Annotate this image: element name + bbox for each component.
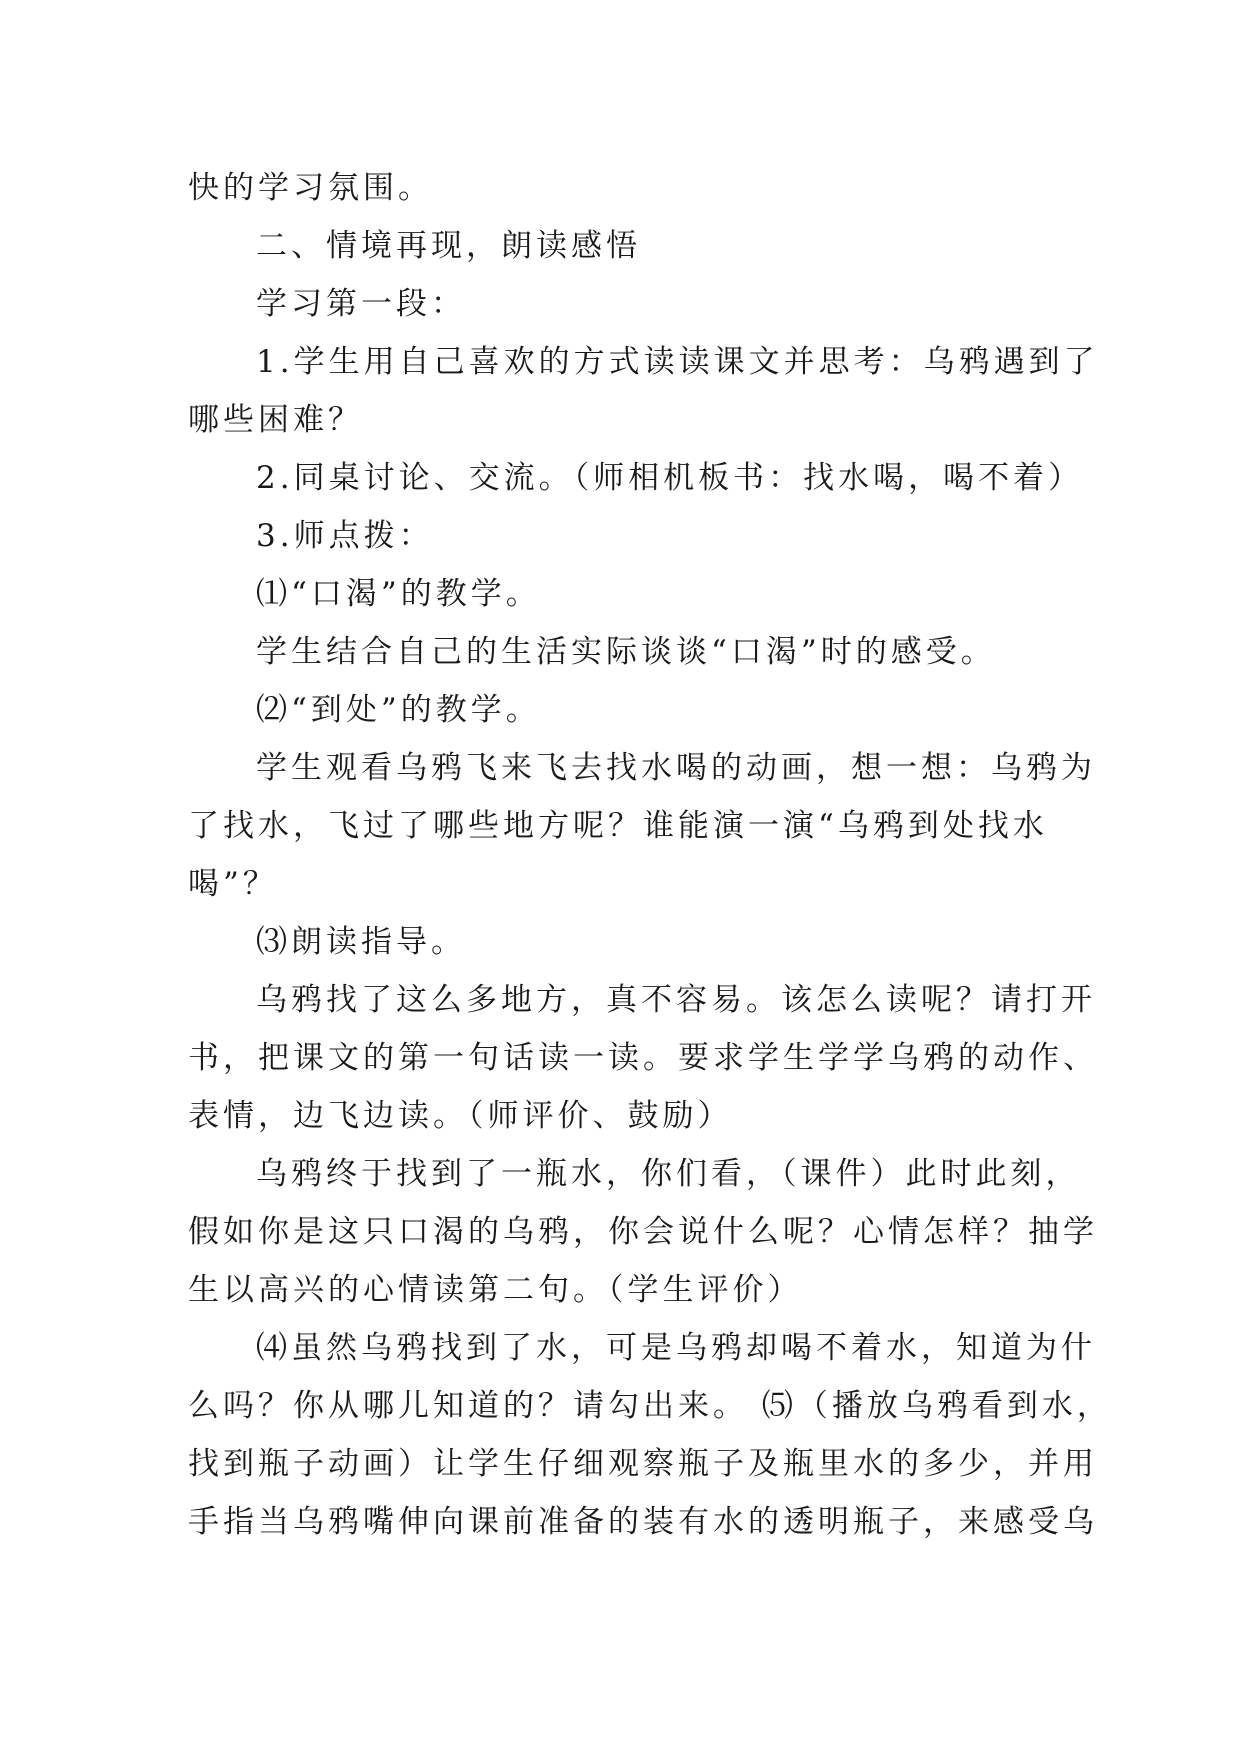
text-line: 学习第一段： <box>256 286 466 322</box>
list-item: ⑴“口渴”的教学。 <box>256 576 541 612</box>
section-heading: 二、情境再现，朗读感悟 <box>256 228 641 264</box>
text-line: 喝”？ <box>188 866 278 902</box>
text-line: 快的学习氛围。 <box>188 170 433 206</box>
text-line: 表情，边飞边读。（师评价、鼓励） <box>188 1098 733 1134</box>
text-line: 书，把课文的第一句话读一读。要求学生学学乌鸦的动作、 <box>188 1040 1098 1076</box>
text-line: 乌鸦终于找到了一瓶水，你们看，（课件）此时此刻， <box>256 1156 1081 1192</box>
text-line: 了找水，飞过了哪些地方呢？谁能演一演“乌鸦到处找水 <box>188 808 1048 844</box>
list-item: 2.同桌讨论、交流。（师相机板书：找水喝，喝不着） <box>256 460 1084 496</box>
text-line: 找到瓶子动画）让学生仔细观察瓶子及瓶里水的多少，并用 <box>188 1446 1098 1482</box>
text-line: 学生观看乌鸦飞来飞去找水喝的动画，想一想：乌鸦为 <box>256 750 1096 786</box>
text-line: 学生结合自己的生活实际谈谈“口渴”时的感受。 <box>256 634 996 670</box>
list-item: 3.师点拨： <box>256 518 434 554</box>
text-line: 手指当乌鸦嘴伸向课前准备的装有水的透明瓶子，来感受乌 <box>188 1504 1098 1540</box>
text-line: 哪些困难？ <box>188 402 363 438</box>
list-item: ⑷虽然乌鸦找到了水，可是乌鸦却喝不着水，知道为什 <box>256 1330 1096 1366</box>
text-line: 乌鸦找了这么多地方，真不容易。该怎么读呢？请打开 <box>256 982 1096 1018</box>
list-item: 1.学生用自己喜欢的方式读读课文并思考：乌鸦遇到了 <box>256 344 1099 380</box>
list-item: ⑶朗读指导。 <box>256 924 466 960</box>
text-line: 生以高兴的心情读第二句。（学生评价） <box>188 1272 803 1308</box>
text-line: 么吗？你从哪儿知道的？请勾出来。 ⑸（播放乌鸦看到水， <box>188 1388 1112 1424</box>
list-item: ⑵“到处”的教学。 <box>256 692 541 728</box>
text-line: 假如你是这只口渴的乌鸦，你会说什么呢？心情怎样？抽学 <box>188 1214 1098 1250</box>
